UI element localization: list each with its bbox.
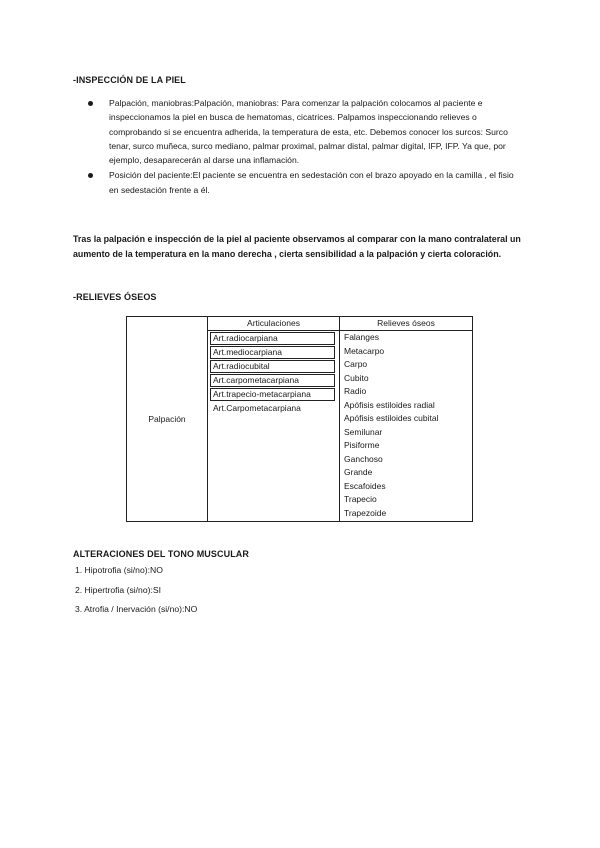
header-articulaciones: Articulaciones [208, 317, 340, 331]
relieve-item: Carpo [344, 359, 368, 369]
relieve-item: Trapezoide [344, 507, 387, 518]
alteraciones-heading: ALTERACIONES DEL TONO MUSCULAR [73, 549, 250, 559]
articulacion-item: Art.Carpometacarpiana [213, 403, 301, 413]
relieve-item: Escafoides [344, 480, 386, 491]
inspeccion-heading: -INSPECCIÓN DE LA PIEL [73, 75, 186, 85]
relieves-heading: -RELIEVES ÓSEOS [73, 292, 157, 302]
list-item: 1. Hipotrofia (si/no):NO [75, 565, 163, 575]
relieve-item: Metacarpo [344, 345, 385, 356]
relieves-table [126, 316, 473, 522]
bullet-dot-icon [88, 173, 93, 178]
relieve-item: Cubito [344, 372, 369, 383]
articulacion-item: Art.mediocarpiana [210, 346, 335, 359]
articulacion-item: Art.carpometacarpiana [210, 374, 335, 387]
summary-paragraph: Tras la palpación e inspección de la piel al paciente observamos al comparar con la mano contralateral un aumento de la temperatura en la mano derecha , cierta sensibilidad a la palpación y cierta coloración. [73, 234, 521, 259]
articulaciones-cell [208, 331, 340, 522]
relieve-item: Radio [344, 386, 367, 396]
relieve-item: Grande [344, 467, 373, 477]
articulacion-item: Art.trapecio-metacarpiana [210, 388, 335, 401]
table-header-row [127, 317, 473, 331]
inspeccion-bullet-list [88, 96, 524, 198]
row-label-palpacion: Palpación [127, 317, 208, 522]
bullet-item-posicion [88, 168, 524, 197]
articulacion-item: Art.radiocubital [210, 360, 335, 373]
alteraciones-list [75, 563, 197, 622]
relieve-item: Apófisis estiloides radial [344, 399, 435, 410]
bullet-text: Posición del paciente:El paciente se encuentra en sedestación con el brazo apoyado en la camilla , el fisio en sedestación frente a él. [109, 170, 514, 195]
relieves-cell [340, 331, 473, 522]
relieve-item: Semilunar [344, 426, 383, 437]
bullet-item-palpacion [88, 96, 524, 167]
bullet-text: Palpación, maniobras:Palpación, maniobras: Para comenzar la palpación colocamos al paciente e inspeccionamos la piel en busca de hematomas, cicatrices. Palpamos inspeccionando relieves o comprobando si se encuentra adherida, la temperatura de esta, etc. Debemos conocer los surcos: Surco tenar, surco muñeca, surco mediano, palmar proximal, palmar distal, palmar digital, IFP, IFP. Ya que, por ejemplo, desaparecerán al darse una inflamación. [109, 98, 508, 166]
relieve-item: Falanges [344, 332, 379, 342]
relieve-item: Pisiforme [344, 440, 380, 450]
list-item: 2. Hipertrofia (si/no):SI [75, 584, 161, 595]
relieve-item: Apófisis estiloides cubital [344, 413, 439, 423]
header-relieves: Relieves óseos [340, 317, 473, 331]
relieve-item: Trapecio [344, 494, 377, 504]
relieve-item: Ganchoso [344, 453, 383, 464]
bullet-dot-icon [88, 101, 93, 106]
articulacion-item: Art.radiocarpiana [210, 332, 335, 345]
list-item: 3. Atrofia / Inervación (si/no):NO [75, 604, 198, 614]
